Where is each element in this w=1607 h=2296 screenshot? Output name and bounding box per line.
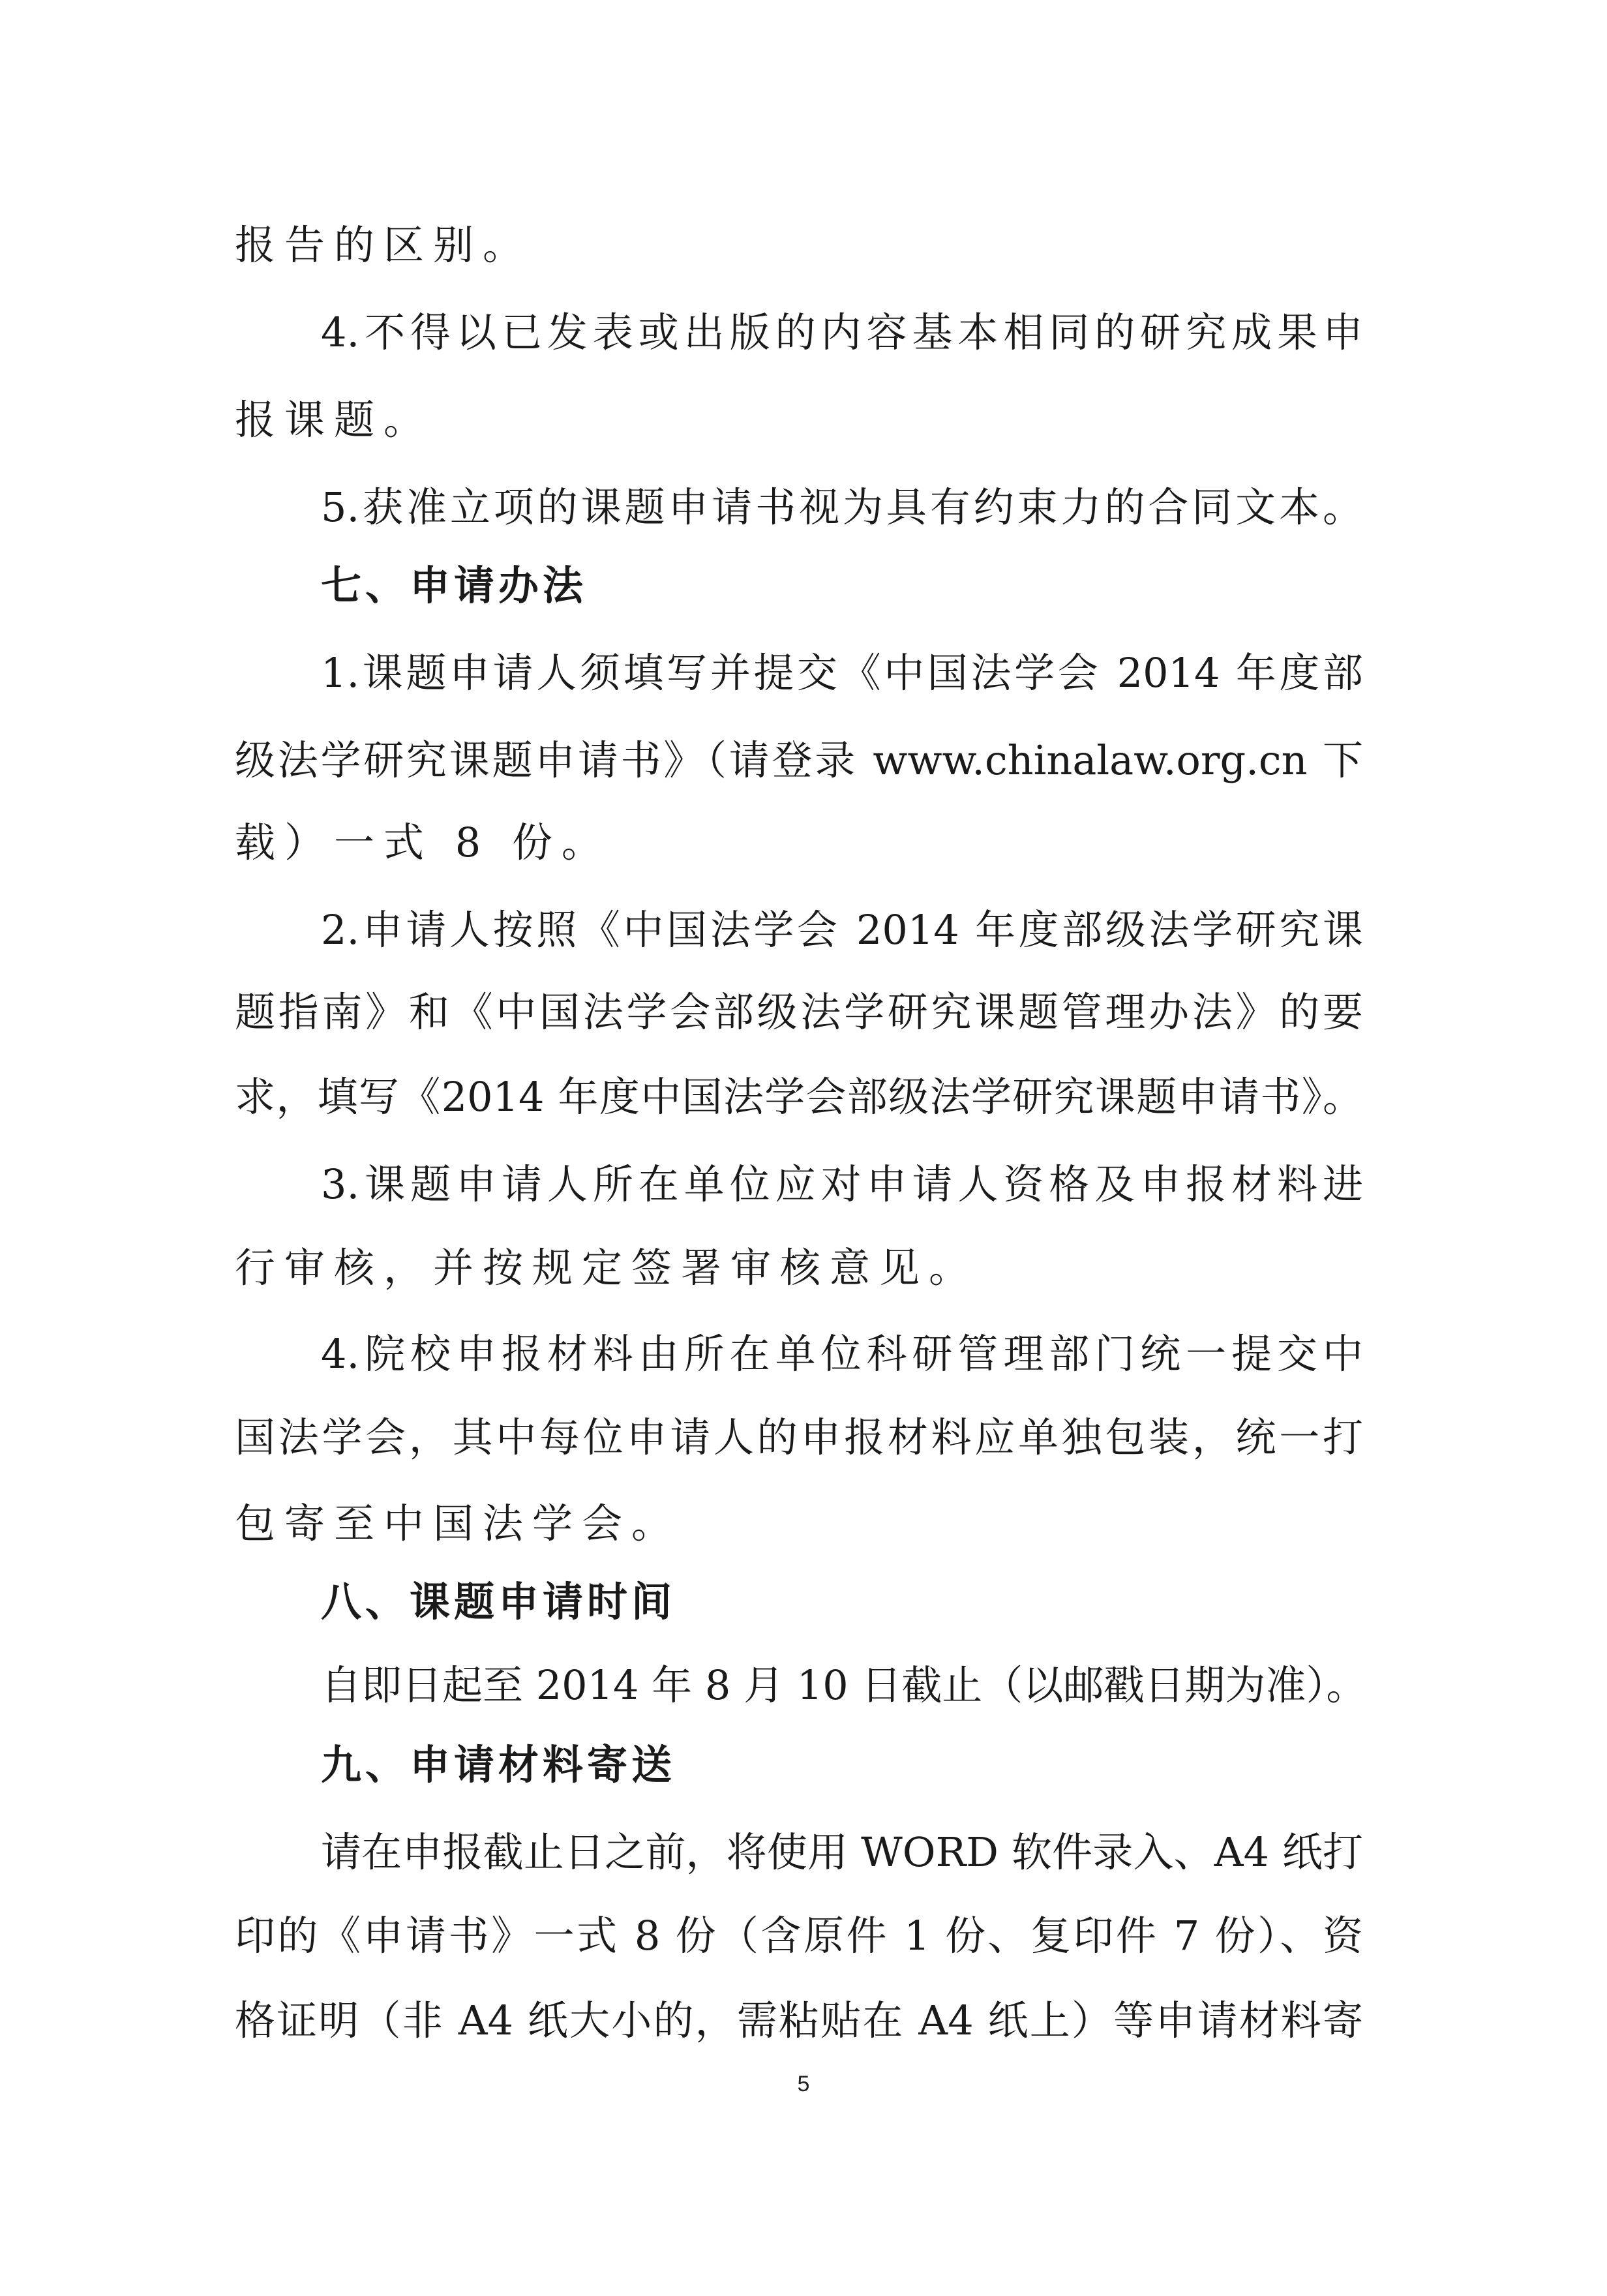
paragraph-line: 1.课题申请人须填写并提交《中国法学会 2014 年度部 xyxy=(321,649,1363,697)
section-heading: 九、申请材料寄送 xyxy=(321,1741,676,1789)
paragraph-line: 5.获准立项的课题申请书视为具有约束力的合同文本。 xyxy=(321,483,1363,531)
paragraph-line: 行审核，并按规定签署审核意见。 xyxy=(235,1244,979,1292)
paragraph-line: 级法学研究课题申请书》（请登录 www.chinalaw.org.cn 下 xyxy=(235,736,1363,784)
paragraph-line: 包寄至中国法学会。 xyxy=(235,1500,682,1547)
paragraph-line: 请在申报截止日之前，将使用 WORD 软件录入、A4 纸打 xyxy=(321,1828,1363,1876)
paragraph-line: 题指南》和《中国法学会部级法学研究课题管理办法》的要 xyxy=(235,988,1363,1036)
section-heading: 七、申请办法 xyxy=(321,562,588,609)
paragraph-line: 4.不得以已发表或出版的内容基本相同的研究成果申 xyxy=(321,309,1363,356)
page-number: 5 xyxy=(797,2072,810,2096)
paragraph-line: 4.院校申报材料由所在单位科研管理部门统一提交中 xyxy=(321,1330,1363,1378)
paragraph-line: 报告的区别。 xyxy=(235,221,533,269)
section-heading: 八、课题申请时间 xyxy=(321,1578,676,1625)
paragraph-line: 2.申请人按照《中国法学会 2014 年度部级法学研究课 xyxy=(321,906,1363,954)
paragraph-line: 3.课题申请人所在单位应对申请人资格及申报材料进 xyxy=(321,1160,1363,1208)
paragraph-line: 格证明（非 A4 纸大小的，需粘贴在 A4 纸上）等申请材料寄 xyxy=(235,1997,1363,2044)
paragraph-line: 求，填写《2014 年度中国法学会部级法学研究课题申请书》。 xyxy=(235,1073,1363,1121)
paragraph-line: 印的《申请书》一式 8 份（含原件 1 份、复印件 7 份）、资 xyxy=(235,1912,1363,1959)
paragraph-line: 国法学会，其中每位申请人的申报材料应单独包装，统一打 xyxy=(235,1413,1363,1461)
paragraph-line: 载）一式 8 份。 xyxy=(235,819,611,866)
paragraph-line: 自即日起至 2014 年 8 月 10 日截止（以邮戳日期为准）。 xyxy=(321,1661,1367,1709)
paragraph-line: 报课题。 xyxy=(235,396,434,444)
